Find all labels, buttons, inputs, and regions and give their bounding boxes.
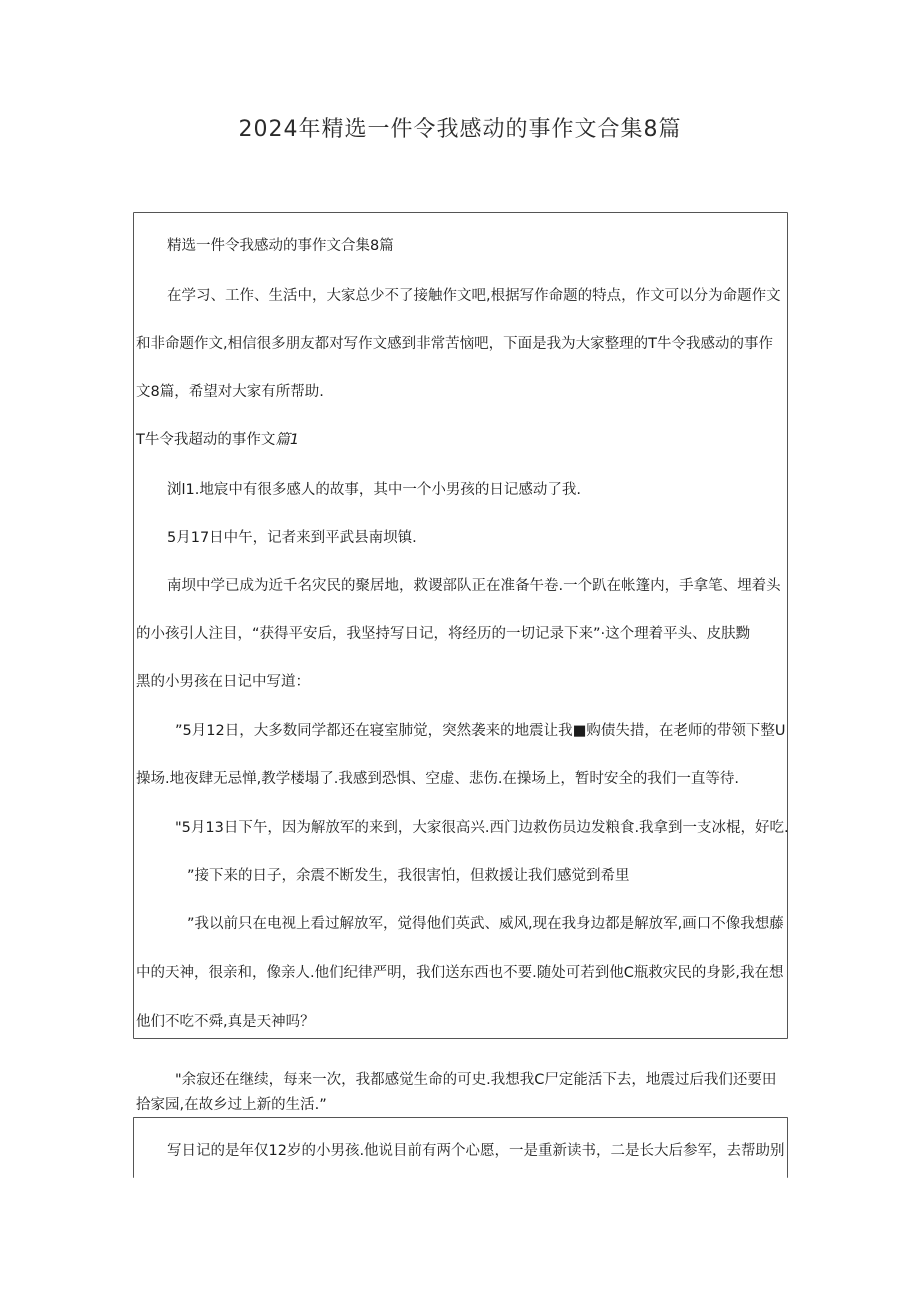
paragraph-line: 和非命题作文,相信很多朋友都对写作文感到非常苦恼吧，下面是我为大家整理的T牛令我感动的事作 — [136, 336, 773, 352]
paragraph-line: ”5月12日，大多数同学都还在寝室肺觉，突然袭来的地震让我■购债失措，在老师的带领下整U — [175, 723, 786, 739]
paragraph-line: ”接下来的日子，余震不断发生，我很害怕，但救援让我们感觉到希里 — [187, 868, 630, 884]
document-title: 2024年精选一件令我感动的事作文合集8篇 — [238, 117, 682, 142]
paragraph-line: 的小孩引人注目，“获得平安后，我坚持写日记，将经历的一切记录下来”·这个理着平头、皮肤黝 — [136, 626, 751, 642]
subtitle: 精选一件令我感动的事作文合集8篇 — [167, 238, 394, 254]
section-heading-text: T牛令我超动的事作文 — [136, 432, 276, 448]
paragraph-line: 写日记的是年仅12岁的小男孩.他说目前有两个心愿，一是重新读书，二是长大后参军，去帮助别 — [167, 1143, 785, 1159]
paragraph-line: ”我以前只在电视上看过解放军，觉得他们英武、威风,现在我身边都是解放军,画口不像我想藤 — [187, 916, 784, 932]
paragraph-line: 5月17日中午，记者来到平武县南坝镇. — [167, 530, 417, 546]
paragraph-line: 拾家园,在故乡过上新的生活.” — [136, 1097, 327, 1113]
section-heading-number: 篇1 — [275, 432, 300, 448]
paragraph-line: 浏l1.地宸中有很多感人的故事，其中一个小男孩的日记感动了我. — [167, 482, 581, 498]
paragraph-line: 南坝中学已成为近千名灾民的聚居地，救谡部队正在准备午卷.一个趴在帐篷内，手拿笔、埋着头 — [167, 578, 781, 594]
paragraph-line: 黑的小男孩在日记中写道： — [136, 674, 310, 690]
paragraph-line: "余寂还在继续，每来一次，我都感觉生命的可史.我想我C尸定能活下去，地震过后我们还要田 — [175, 1072, 777, 1088]
paragraph-line: 中的天神，很亲和，像亲人.他们纪律严明，我们送东西也不要.随处可若到他C瓶救灾民的身影,我在想 — [136, 965, 784, 981]
paragraph-line: 操场.地夜肆无忌惮,教学楼塌了.我感到恐惧、空虚、悲伤.在操场上，暂时安全的我们一直等待. — [136, 771, 740, 787]
paragraph-line: "5月13日下午，因为解放军的来到，大家很高兴.西门边救伤员边发粮食.我拿到一支冰棍，好吃. — [175, 820, 789, 836]
section-heading — [136, 430, 299, 450]
paragraph-line: 在学习、工作、生活中，大家总少不了接触作文吧,根据写作命题的特点，作文可以分为命题作文 — [167, 288, 781, 304]
paragraph-line: 他们不吃不舜,真是天神吗？ — [136, 1014, 315, 1030]
paragraph-line: 文8篇，希望对大家有所帮助. — [136, 384, 324, 400]
